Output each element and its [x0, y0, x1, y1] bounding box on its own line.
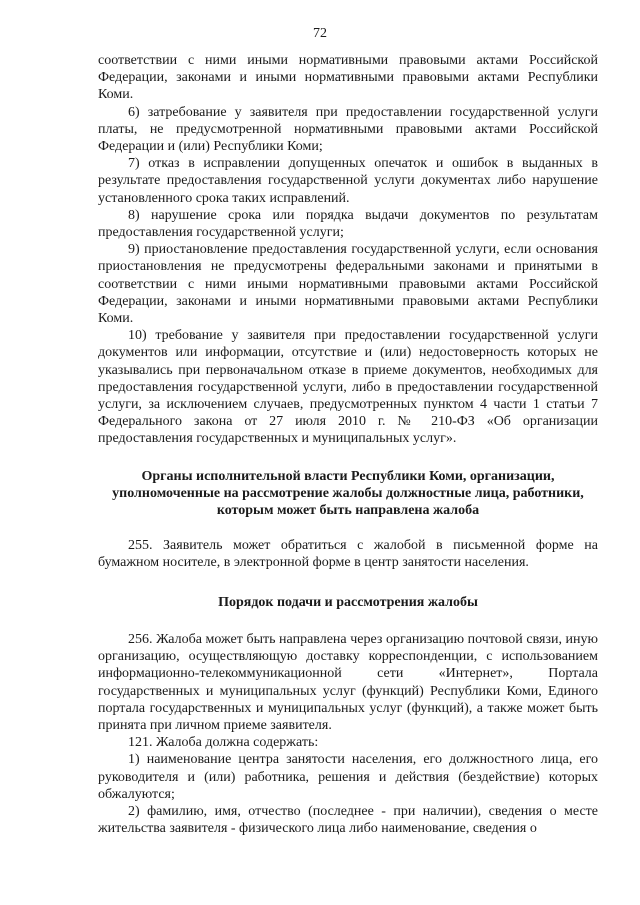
- paragraph: 8) нарушение срока или порядка выдачи документов по результатам предоставления государственной услуги;: [98, 207, 598, 241]
- paragraph: 121. Жалоба должна содержать:: [128, 735, 319, 751]
- paragraph: 255. Заявитель может обратиться с жалобой в письменной форме на бумажном носителе, в электронной форме в центр занятости населения.: [98, 538, 598, 571]
- paragraph: соответствии с ними иными нормативными правовыми актами Российской Федерации, законами и иными нормативными правовыми актами Республики Коми.: [98, 53, 598, 103]
- paragraph: 6) затребование у заявителя при предоставлении государственной услуги платы, не предусмотренной нормативными правовыми актами Российской Федерации и (или) Республики Коми;: [98, 104, 598, 155]
- paragraph: 7) отказ в исправлении допущенных опечаток и ошибок в выданных в результате предоставления государственной услуги документах либо нарушение установленного срока таких исправлений.: [98, 156, 598, 206]
- document-body: [98, 52, 598, 837]
- page-number: 72: [313, 26, 327, 41]
- paragraph: 1) наименование центра занятости населения, его должностного лица, его руководителя и (или) работника, решения и действия (бездействие) которых обжалуются;: [98, 752, 598, 802]
- section-heading: Органы исполнительной власти Республики Коми, организации, уполномоченные на рассмотрение жалобы должностные лица, работники, которым может быть направлена жалоба: [112, 468, 584, 519]
- paragraph: 256. Жалоба может быть направлена через организацию почтовой связи, иную организацию, осуществляющую доставку корреспонденции, с использованием информационно-телекоммуникационной сети «Интернет», Портала государственных и муниципальных услуг (функций) Республики Коми, Единого портала государственных и муниципальных услуг (функций), а также может быть принята при личном приеме заявителя.: [98, 631, 598, 733]
- section-heading: Порядок подачи и рассмотрения жалобы: [218, 594, 478, 610]
- paragraph: 9) приостановление предоставления государственной услуги, если основания приостановления не предусмотрены федеральными законами и принятыми в соответствии с ними иными нормативными правовыми актами Российской Федерации, законами и иными нормативными правовыми актами Республики Коми.: [98, 242, 598, 327]
- paragraph: 2) фамилию, имя, отчество (последнее - при наличии), сведения о месте жительства заявителя - физического лица либо наименование, сведения о: [98, 803, 598, 837]
- paragraph: 10) требование у заявителя при предоставлении государственной услуги документов или информации, отсутствие и (или) недостоверность которых не указывались при первоначальном отказе в приеме документов, необходимых для предоставления государственной услуги, либо в предоставлении государственной услуги, за исключением случаев, предусмотренных пунктом 4 части 1 статьи 7 Федерального закона от 27 июля 2010 г. № 210-ФЗ «Об организации предоставления государственных и муниципальных услуг».: [98, 328, 598, 447]
